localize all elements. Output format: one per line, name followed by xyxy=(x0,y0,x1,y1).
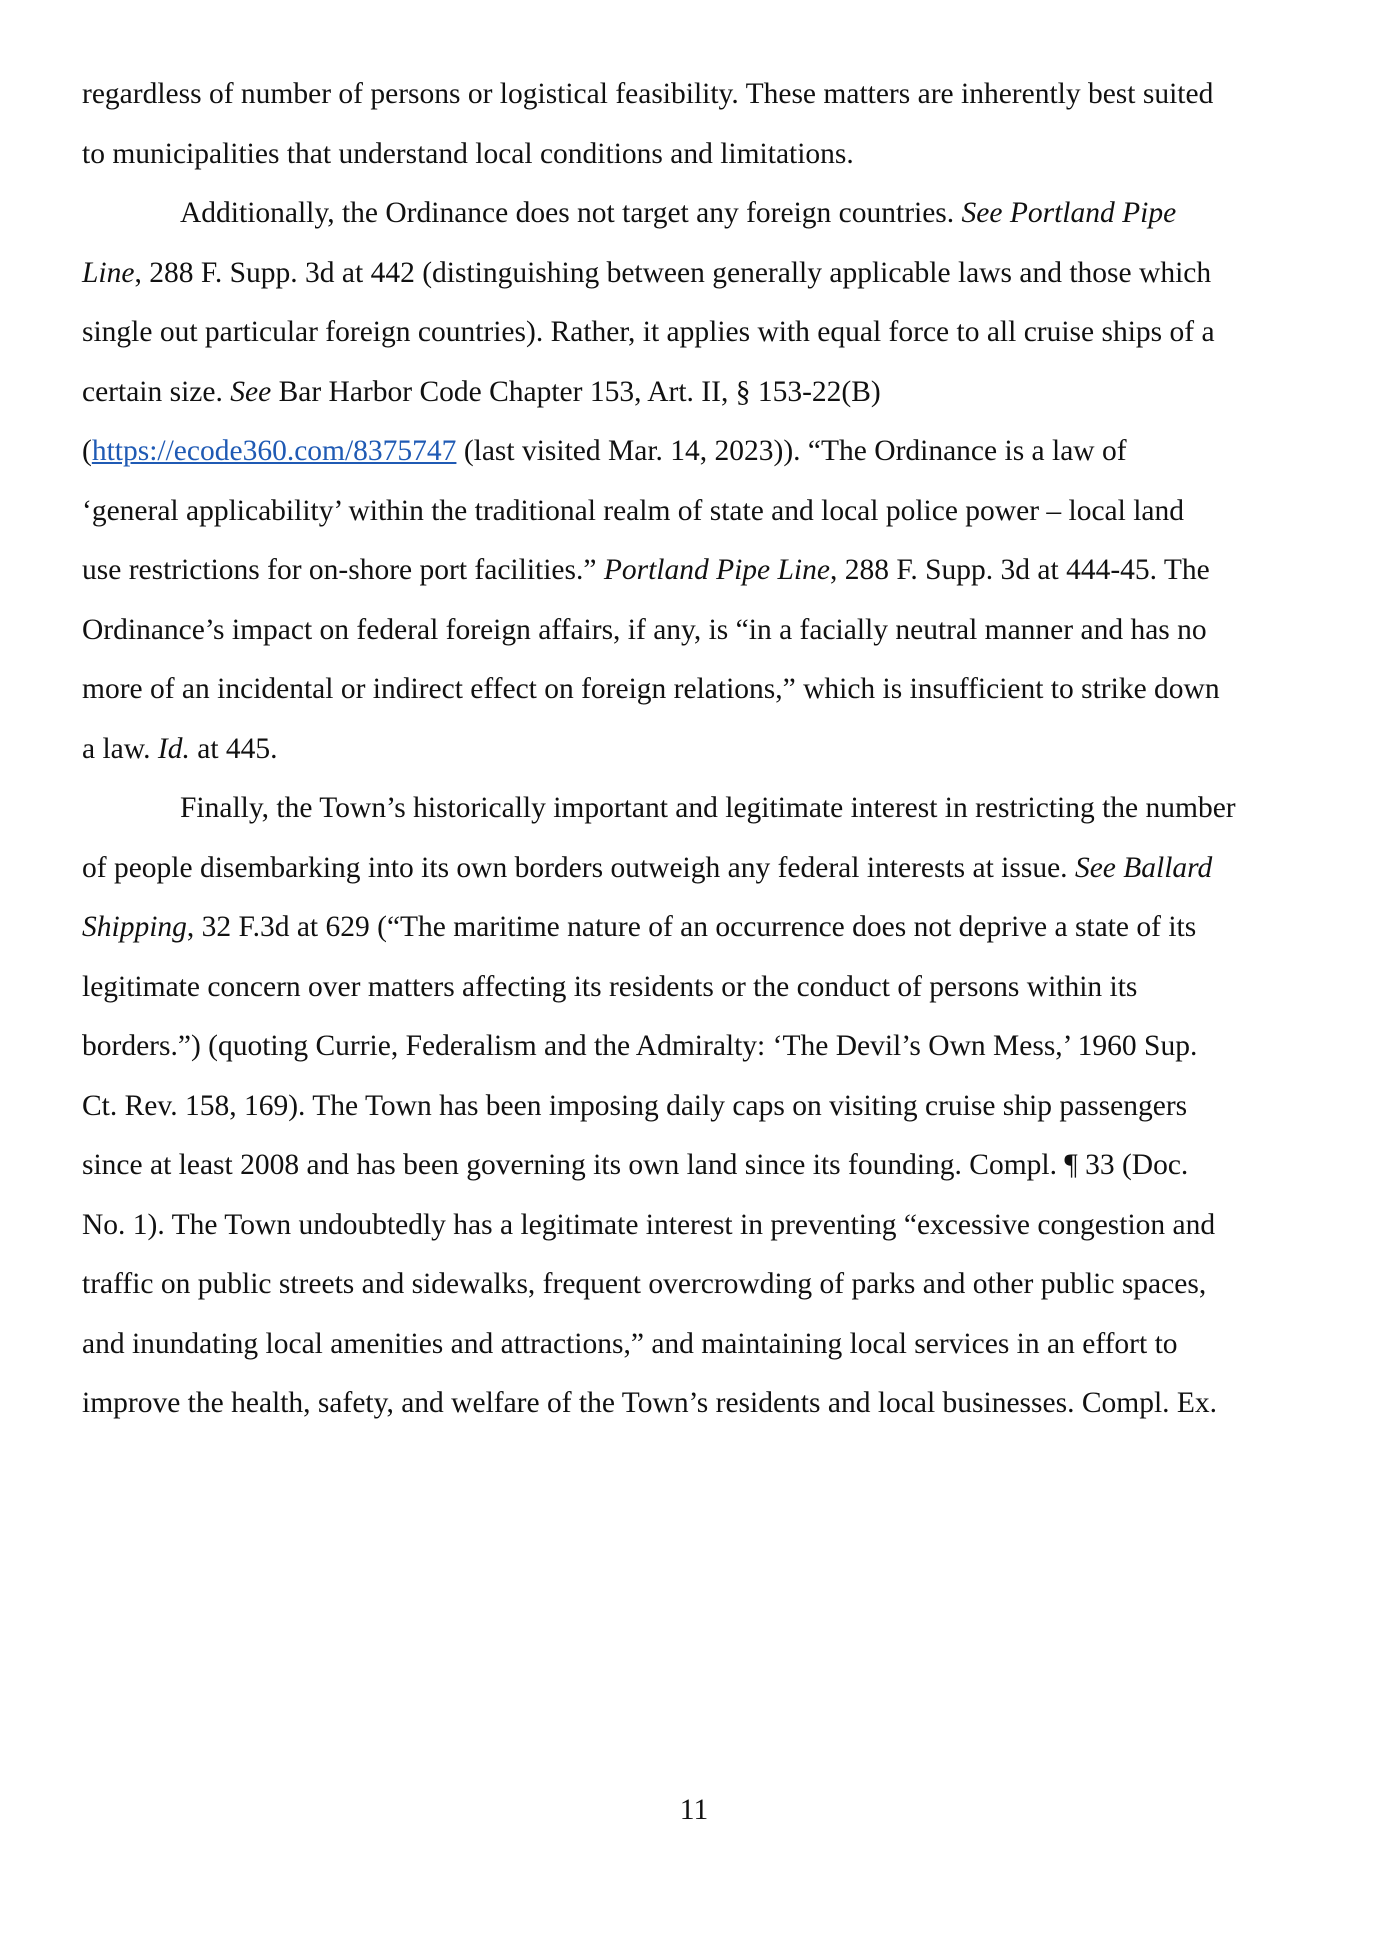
text-line-2: to municipalities that understand local conditions and limitations. xyxy=(82,137,854,170)
page-number: 11 xyxy=(679,1794,709,1826)
text-line-4: Line, 288 F. Supp. 3d at 442 (distinguishing between generally applicable laws and those which xyxy=(82,256,1212,289)
text-line-13: Finally, the Town’s historically important and legitimate interest in restricting the number xyxy=(180,792,1236,824)
text-line-19: since at least 2008 and has been governing its own land since its founding. Compl. ¶ 33 (Doc. xyxy=(82,1149,1189,1181)
text-line-16: legitimate concern over matters affecting its residents or the conduct of persons within its xyxy=(82,970,1138,1003)
text-line-14: of people disembarking into its own borders outweigh any federal interests at issue. See Ballard xyxy=(82,851,1213,884)
text-line-10: Ordinance’s impact on federal foreign affairs, if any, is “in a facially neutral manner and has no xyxy=(82,613,1207,646)
text-line-12: a law. Id. at 445. xyxy=(82,732,278,765)
text-line-17: borders.”) (quoting Currie, Federalism and the Admiralty: ‘The Devil’s Own Mess,’ 1960 Sup. xyxy=(82,1030,1198,1062)
text-line-15: Shipping, 32 F.3d at 629 (“The maritime nature of an occurrence does not deprive a state of its xyxy=(82,911,1197,943)
text-line-20: No. 1). The Town undoubtedly has a legitimate interest in preventing “excessive congestion and xyxy=(82,1208,1216,1241)
text-line-21: traffic on public streets and sidewalks, frequent overcrowding of parks and other public spaces, xyxy=(82,1268,1207,1300)
text-line-22: and inundating local amenities and attractions,” and maintaining local services in an effort to xyxy=(82,1327,1178,1360)
text-line-18: Ct. Rev. 158, 169). The Town has been imposing daily caps on visiting cruise ship passengers xyxy=(82,1089,1188,1122)
text-line-5: single out particular foreign countries). Rather, it applies with equal force to all cruise ships of a xyxy=(82,316,1215,348)
text-line-23: improve the health, safety, and welfare of the Town’s residents and local businesses. Compl. Ex. xyxy=(82,1387,1218,1419)
text-line-7: (https://ecode360.com/8375747 (last visited Mar. 14, 2023)). “The Ordinance is a law of xyxy=(82,435,1127,467)
text-line-11: more of an incidental or indirect effect on foreign relations,” which is insufficient to strike down xyxy=(82,673,1220,705)
text-line-9: use restrictions for on-shore port facilities.” Portland Pipe Line, 288 F. Supp. 3d at 444-45. The xyxy=(82,554,1210,586)
text-line-6: certain size. See Bar Harbor Code Chapter 153, Art. II, § 153-22(B) xyxy=(82,375,881,408)
text-line-3: Additionally, the Ordinance does not target any foreign countries. See Portland Pipe xyxy=(180,197,1177,229)
text-line-1: regardless of number of persons or logistical feasibility. These matters are inherently best suited xyxy=(82,78,1214,110)
text-line-8: ‘general applicability’ within the traditional realm of state and local police power – local land xyxy=(82,494,1185,527)
ecode-link[interactable]: https://ecode360.com/8375747 xyxy=(91,435,457,467)
